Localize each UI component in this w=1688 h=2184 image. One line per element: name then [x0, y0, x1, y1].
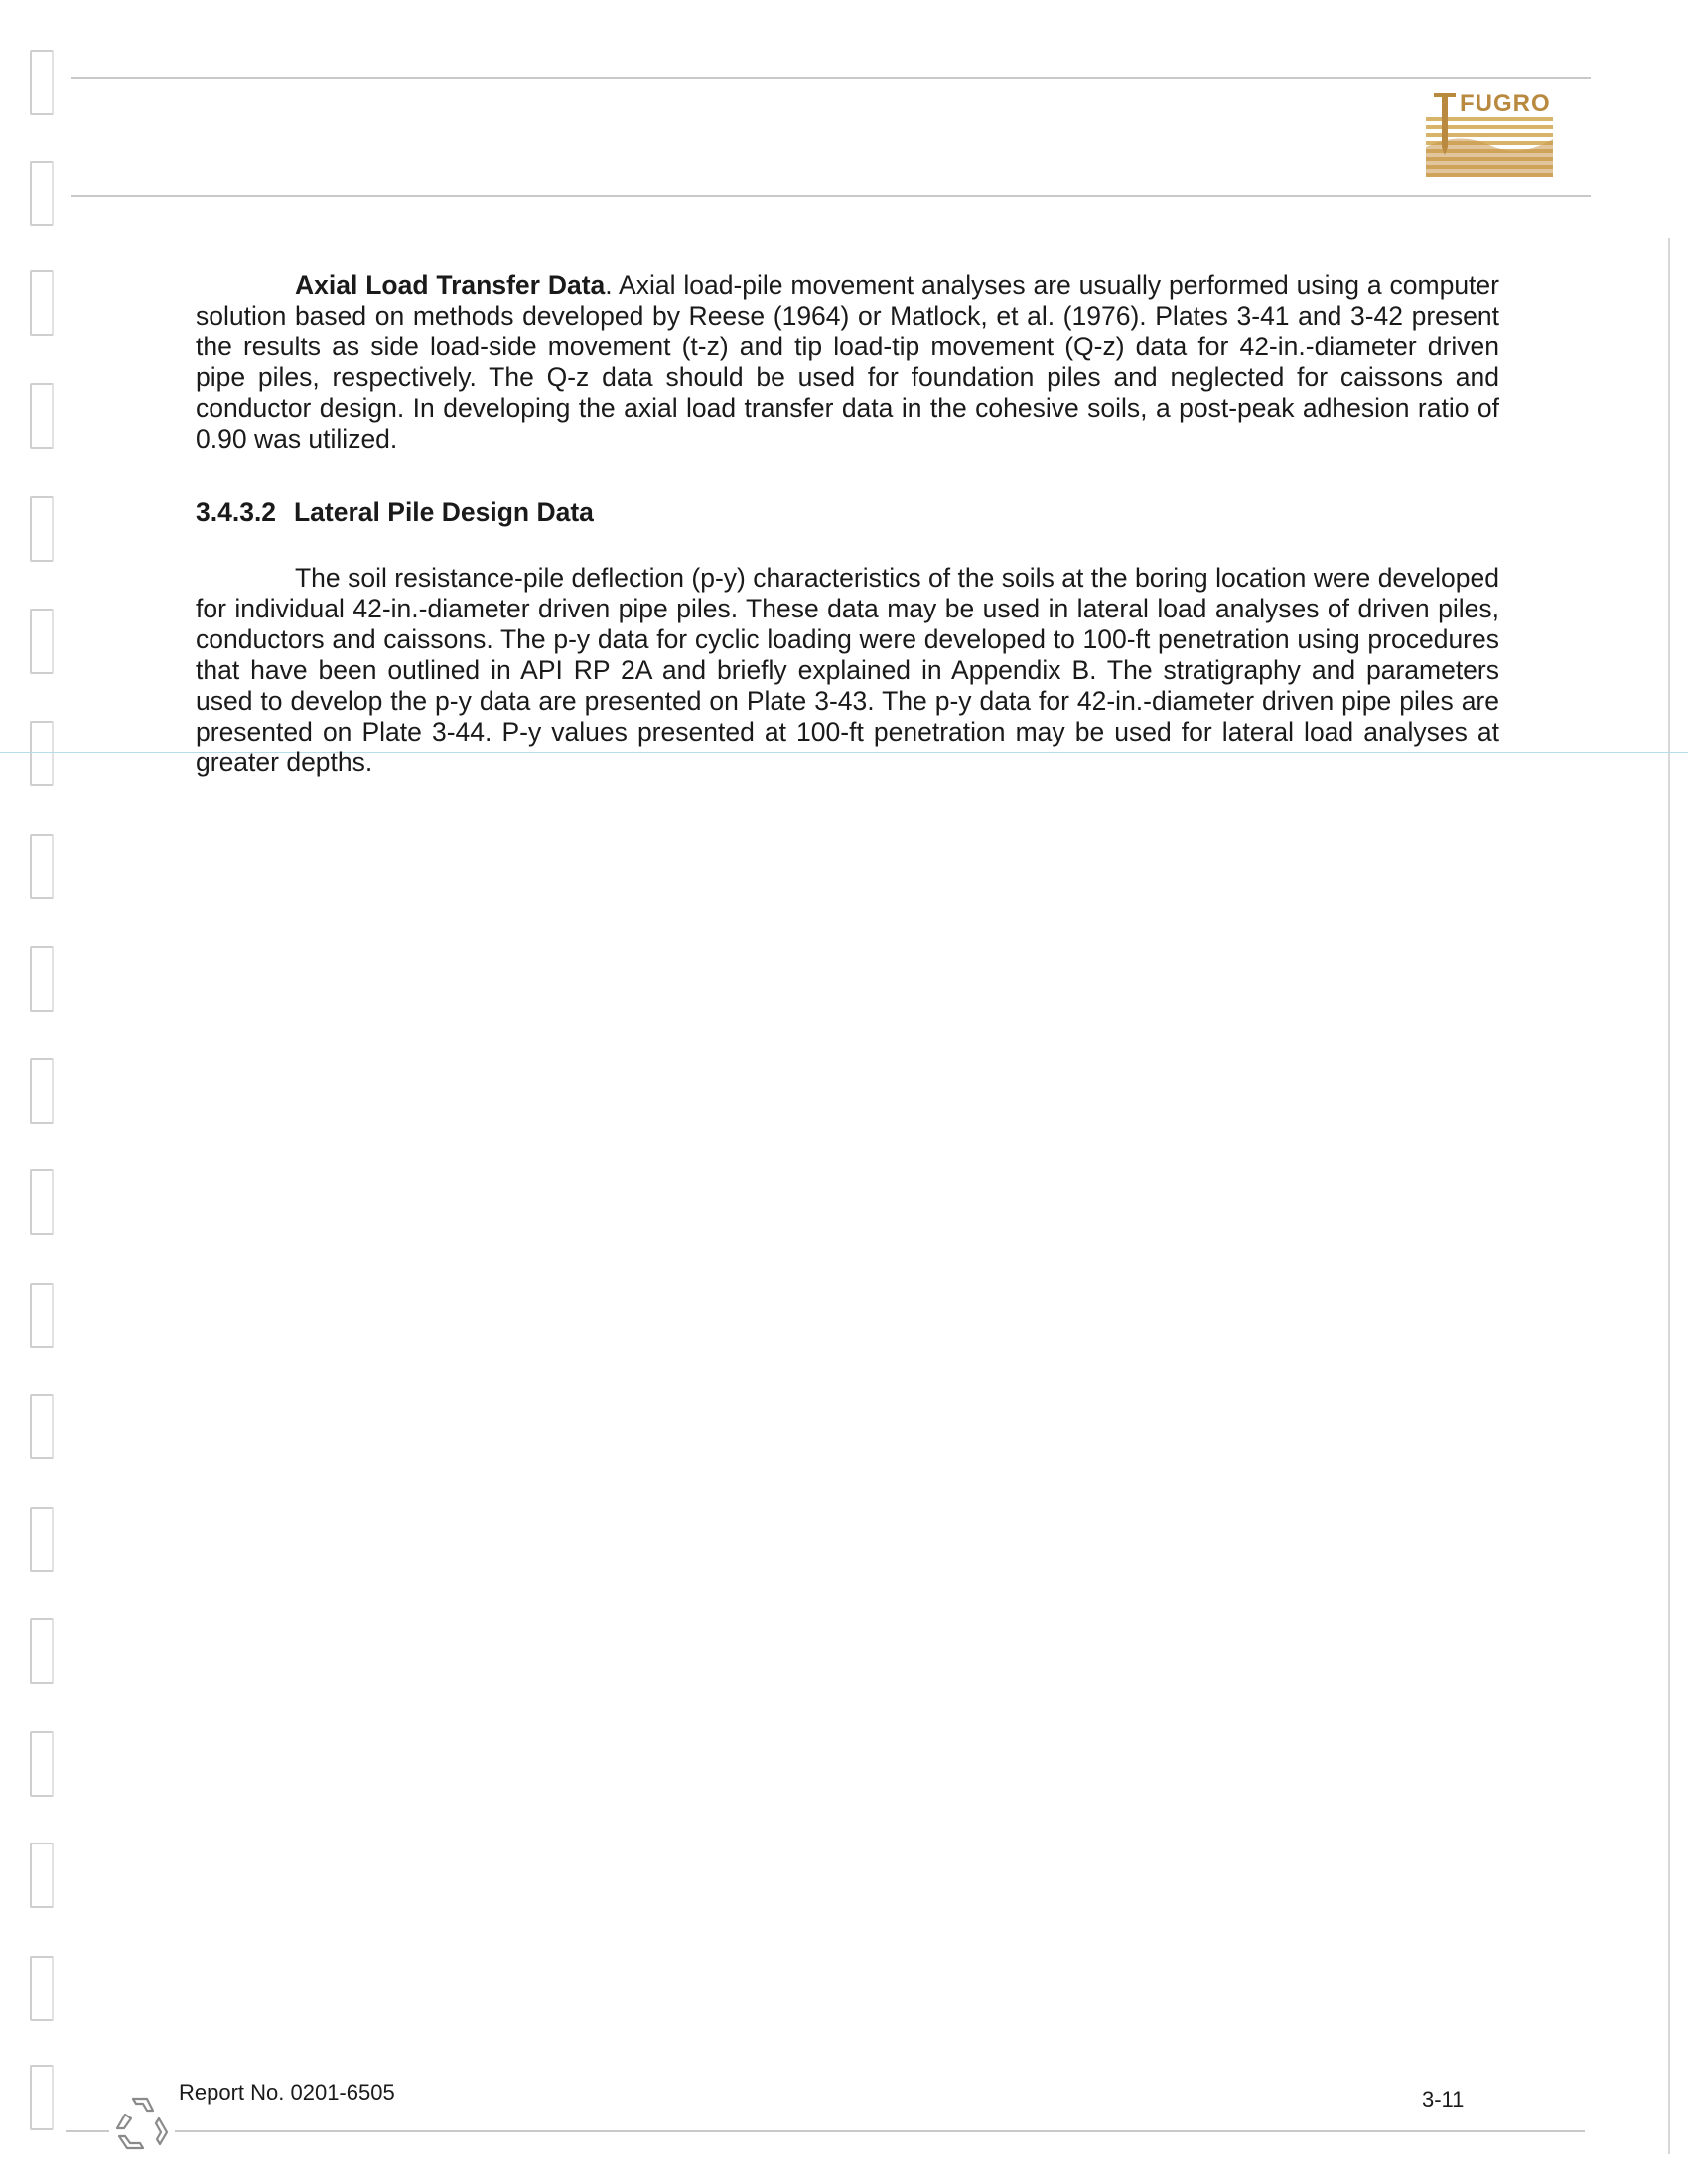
binder-hole	[30, 496, 54, 562]
binder-hole	[30, 834, 54, 899]
binder-hole	[30, 161, 54, 226]
axial-load-body: . Axial load-pile movement analyses are usually performed using a computer solution based on methods developed by Reese (1964) or Matlock, et al. (1976). Plates 3-41 and 3-42 present the results as side load-side movement (t-z) and tip load-tip movement (Q-z) data for 42-in.-diameter driven pipe piles, respectively. The Q-z data should be used for foundation piles and neglected for caissons and conductor design. In developing the axial load transfer data in the cohesive soils, a post-peak adhesion ratio of 0.90 was utilized.	[196, 270, 1499, 454]
binder-hole	[30, 1058, 54, 1124]
binder-hole	[30, 50, 54, 115]
footer-rule	[175, 2130, 1585, 2132]
binder-hole	[30, 383, 54, 449]
axial-load-run-in-title: Axial Load Transfer Data	[295, 270, 606, 300]
binder-hole	[30, 1731, 54, 1797]
section-title: Lateral Pile Design Data	[294, 497, 594, 527]
binder-hole	[30, 1283, 54, 1348]
recycle-icon	[107, 2093, 173, 2154]
binder-hole	[30, 2065, 54, 2130]
binder-hole	[30, 1507, 54, 1572]
binder-hole	[30, 1843, 54, 1908]
company-logo	[1420, 87, 1559, 185]
header-top-rule	[71, 77, 1591, 79]
binder-hole	[30, 609, 54, 674]
binder-hole	[30, 721, 54, 786]
lateral-pile-body: The soil resistance-pile deflection (p-y) characteristics of the soils at the boring location were developed for individual 42-in.-diameter driven pipe piles. These data may be used in lateral load analyses of driven piles, conductors and caissons. The p-y data for cyclic loading were developed to 100-ft penetration using procedures that have been outlined in API RP 2A and briefly explained in Appendix B. The stratigraphy and parameters used to develop the p-y data are presented on Plate 3-43. The p-y data for 42-in.-diameter driven pipe piles are presented on Plate 3-44. P-y values presented at 100-ft penetration may be used for lateral load analyses at greater depths.	[196, 563, 1499, 777]
binder-hole	[30, 946, 54, 1012]
binder-hole	[30, 1956, 54, 2021]
binder-hole	[30, 1394, 54, 1459]
logo-text: FUGRO	[1460, 90, 1551, 117]
binder-holes	[30, 50, 60, 2134]
binder-hole	[30, 1169, 54, 1235]
lateral-pile-paragraph	[196, 563, 1499, 778]
report-number: Report No. 0201-6505	[179, 2080, 395, 2105]
page-edge-shadow	[1668, 238, 1670, 2154]
axial-load-paragraph	[196, 270, 1499, 455]
page-number: 3-11	[1422, 2087, 1465, 2112]
binder-hole	[30, 1618, 54, 1684]
lateral-pile-heading	[196, 497, 594, 528]
binder-hole	[30, 270, 54, 336]
section-number: 3.4.3.2	[196, 497, 277, 527]
footer-rule-left	[66, 2130, 109, 2132]
header-bottom-rule	[71, 195, 1591, 197]
